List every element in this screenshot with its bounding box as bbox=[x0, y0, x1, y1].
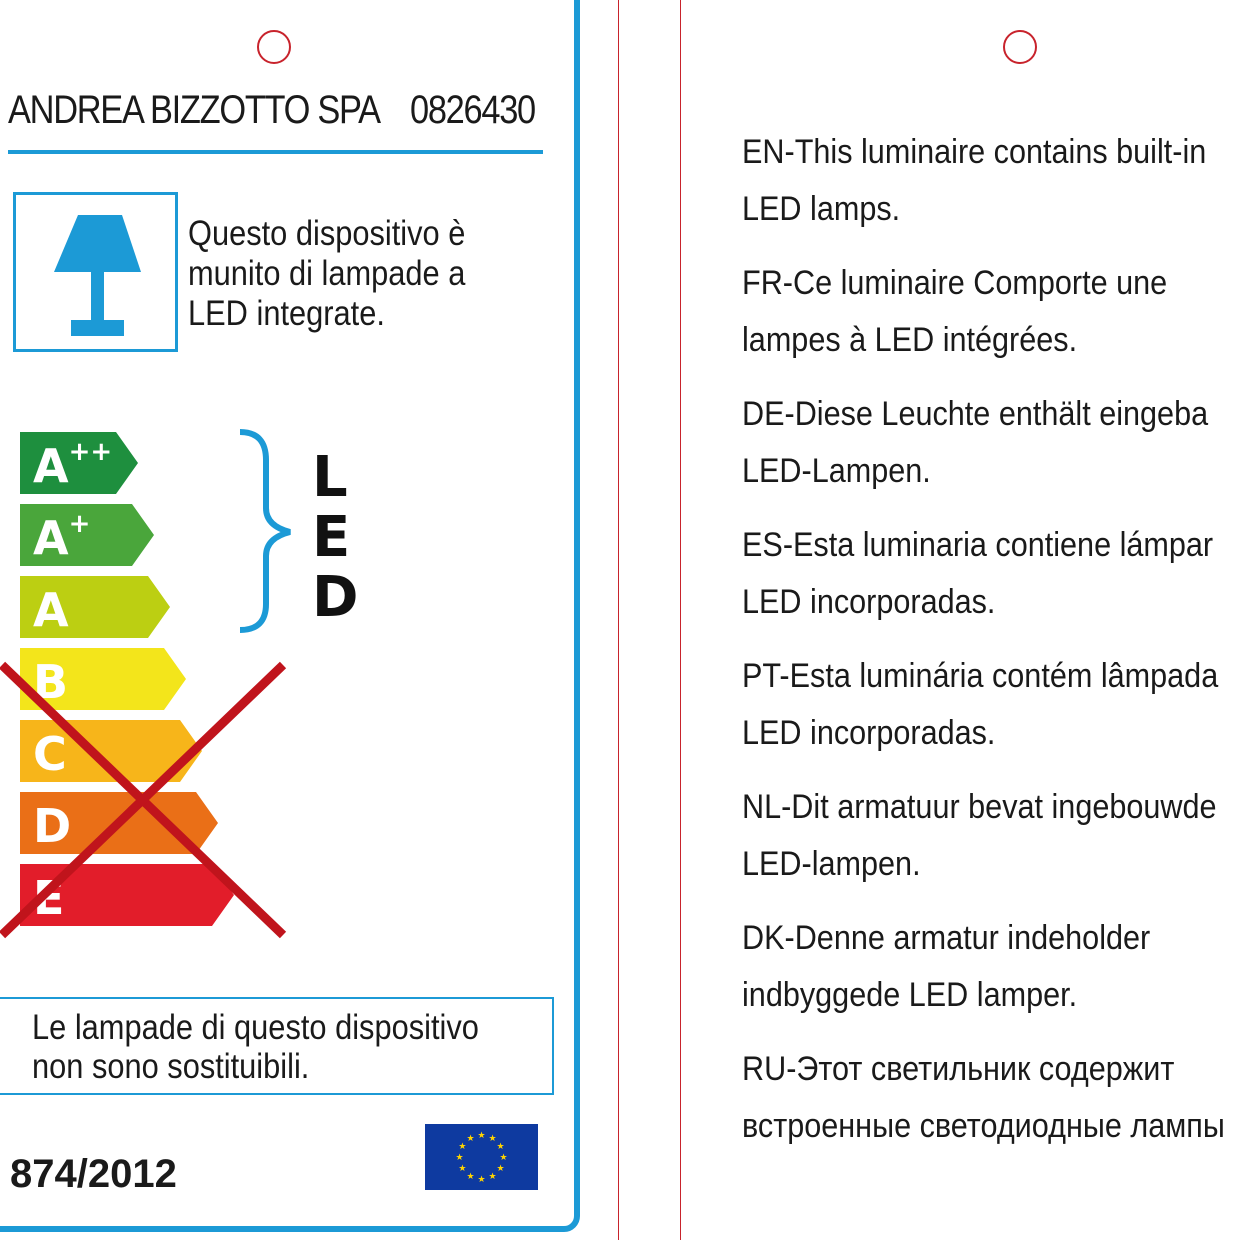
replace-notice-line-2: non sono sostituibili. bbox=[32, 1047, 310, 1086]
regulation-number: 874/2012 bbox=[10, 1152, 177, 1196]
hang-hole-right bbox=[1003, 30, 1037, 64]
energy-class-label: A++ bbox=[33, 437, 113, 493]
language-notice-line-1: ES-Esta luminaria contiene lámpar bbox=[742, 526, 1214, 564]
language-notice-line-2: LED incorporadas. bbox=[742, 583, 996, 621]
language-notice-line-2: встроенные светодиодные лампы bbox=[742, 1107, 1225, 1145]
eu-star: ★ bbox=[477, 1174, 486, 1184]
table-lamp-icon bbox=[16, 195, 175, 349]
led-letter-d: D bbox=[312, 565, 359, 630]
led-letter-e: E bbox=[312, 505, 351, 570]
cut-line-1 bbox=[618, 0, 619, 1240]
eu-star: ★ bbox=[496, 1141, 505, 1151]
energy-class-arrow bbox=[20, 576, 170, 638]
company-name: ANDREA BIZZOTTO SPA bbox=[8, 88, 380, 132]
language-notice bbox=[742, 255, 1240, 369]
language-notice bbox=[742, 648, 1240, 762]
eu-stars-icon bbox=[425, 1124, 538, 1190]
language-notice-line-1: DE-Diese Leuchte enthält eingeba bbox=[742, 395, 1209, 433]
language-notice bbox=[742, 386, 1240, 500]
energy-scale bbox=[0, 420, 310, 950]
language-notice bbox=[742, 910, 1240, 1024]
language-notice-line-1: EN-This luminaire contains built-in bbox=[742, 133, 1207, 171]
hang-hole-left bbox=[257, 30, 291, 64]
eu-star: ★ bbox=[496, 1163, 505, 1173]
language-notice-line-2: LED incorporadas. bbox=[742, 714, 996, 752]
lamp-notice-line-1: Questo dispositivo è bbox=[188, 214, 466, 253]
eu-star: ★ bbox=[458, 1163, 467, 1173]
eu-star: ★ bbox=[488, 1132, 497, 1143]
language-notice bbox=[742, 779, 1240, 893]
language-notice-line-1: RU-Этот светильник содержит bbox=[742, 1050, 1175, 1088]
lamp-notice-line-2: munito di lampade a bbox=[188, 254, 466, 293]
header-divider bbox=[8, 150, 543, 154]
language-notice-line-1: PT-Esta luminária contém lâmpada bbox=[742, 657, 1219, 695]
language-notice bbox=[742, 1041, 1240, 1155]
language-notice-line-2: LED lamps. bbox=[742, 190, 901, 228]
energy-class-label: E bbox=[33, 871, 65, 925]
replace-notice-line-1: Le lampade di questo dispositivo bbox=[32, 1008, 479, 1047]
lamp-icon-box bbox=[13, 192, 178, 352]
product-code: 0826430 bbox=[410, 88, 535, 132]
energy-class-label: D bbox=[33, 799, 72, 853]
language-notices bbox=[742, 124, 1240, 1172]
language-notice bbox=[742, 517, 1240, 631]
energy-class-label: C bbox=[33, 727, 67, 781]
energy-class-arrow bbox=[20, 504, 154, 566]
energy-class-arrow bbox=[20, 432, 138, 494]
language-notice-line-1: DK-Denne armatur indeholder bbox=[742, 919, 1151, 957]
eu-star: ★ bbox=[458, 1141, 467, 1151]
eu-star: ★ bbox=[466, 1132, 475, 1143]
eu-star: ★ bbox=[499, 1152, 508, 1162]
led-letter-l: L bbox=[312, 445, 348, 510]
eu-star: ★ bbox=[477, 1130, 486, 1140]
language-notice-line-1: NL-Dit armatuur bevat ingebouwde bbox=[742, 788, 1217, 826]
energy-class-label: A+ bbox=[33, 509, 91, 565]
energy-class-arrow bbox=[20, 864, 234, 926]
led-vertical-label bbox=[312, 445, 362, 630]
eu-flag bbox=[425, 1124, 538, 1190]
energy-class-label: A bbox=[33, 583, 69, 637]
eu-star: ★ bbox=[455, 1152, 464, 1162]
eu-star: ★ bbox=[466, 1171, 475, 1182]
language-notice-line-2: LED-lampen. bbox=[742, 845, 921, 883]
led-range-brace bbox=[240, 432, 290, 630]
eu-star: ★ bbox=[488, 1171, 497, 1182]
language-notice-line-2: lampes à LED intégrées. bbox=[742, 321, 1078, 359]
energy-class-label: B bbox=[33, 655, 69, 709]
language-notice-line-2: indbyggede LED lamper. bbox=[742, 976, 1078, 1014]
language-notice bbox=[742, 124, 1240, 238]
lamp-notice-line-3: LED integrate. bbox=[188, 294, 385, 333]
language-notice-line-1: FR-Ce luminaire Comporte une bbox=[742, 264, 1168, 302]
language-notice-line-2: LED-Lampen. bbox=[742, 452, 931, 490]
cut-line-2 bbox=[680, 0, 681, 1240]
